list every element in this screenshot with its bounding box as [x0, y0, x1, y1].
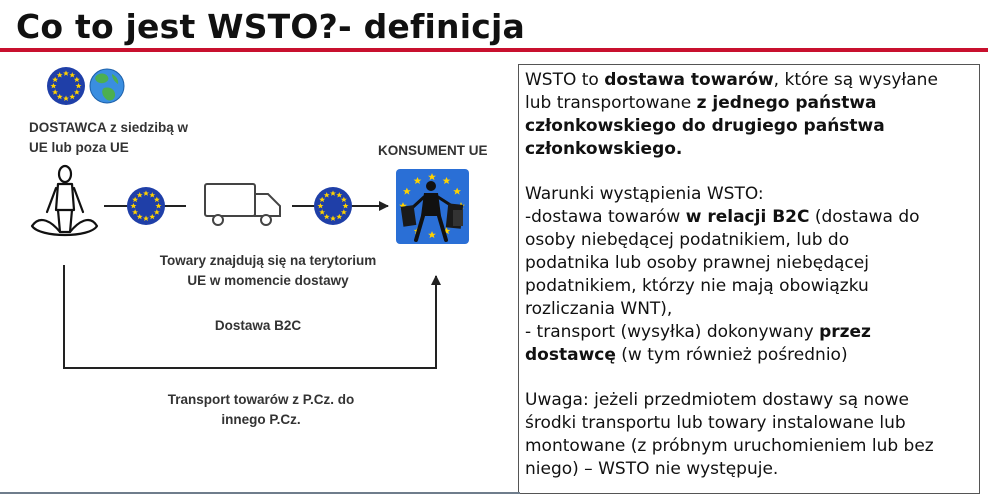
text-segment: lub transportowane	[525, 93, 697, 113]
definition-line	[525, 229, 973, 252]
eu-flag-icon	[47, 67, 85, 105]
bold-phrase: członkowskiego.	[525, 139, 683, 159]
text-segment: Warunki wystąpienia WSTO:	[525, 184, 764, 204]
definition-line	[525, 298, 973, 321]
bold-phrase: z jednego państwa	[696, 93, 877, 113]
shopper-icon	[396, 169, 469, 244]
definition-line	[525, 206, 973, 229]
definition-line	[525, 252, 973, 275]
transport-label: Transport towarów z P.Cz. do innego P.Cz.	[167, 392, 355, 427]
bold-phrase: dostawcę	[525, 345, 616, 365]
text-segment: -dostawa towarów	[525, 207, 686, 227]
definition-line	[525, 275, 973, 298]
definition-line	[525, 321, 973, 344]
definition-line	[525, 344, 973, 367]
eu-flag-icon	[127, 187, 165, 225]
definition-text-box	[518, 64, 980, 494]
bold-phrase: dostawa towarów	[604, 70, 774, 90]
delivery-type-label: Dostawa B2C	[214, 318, 302, 333]
paragraph-gap	[525, 161, 973, 183]
text-segment: montowane (z próbnym uruchomieniem lub bez	[525, 436, 934, 456]
supplier-label: DOSTAWCA z siedzibą w UE lub poza UE	[29, 120, 189, 155]
text-segment: niego) – WSTO nie występuje.	[525, 459, 779, 479]
definition-line	[525, 92, 973, 115]
bold-phrase: przez	[819, 322, 871, 342]
page-title: Co to jest WSTO?- definicja	[16, 7, 525, 46]
text-segment: (dostawa do	[809, 207, 920, 227]
definition-line	[525, 412, 973, 435]
definition-line	[525, 138, 973, 161]
text-segment: podatnikiem, którzy nie mają obowiązku	[525, 276, 869, 296]
definition-line	[525, 389, 973, 412]
definition-line	[525, 435, 973, 458]
definition-line	[525, 115, 973, 138]
text-segment: WSTO to	[525, 70, 605, 90]
text-segment: środki transportu lub towary instalowane lub	[525, 413, 906, 433]
globe-icon	[90, 69, 124, 103]
person-icon	[32, 166, 97, 235]
goods-location-label: Towary znajdują się na terytorium UE w momencie dostawy	[159, 253, 377, 288]
text-segment: , które są wysyłane	[773, 70, 938, 90]
text-segment: podatnika lub osoby prawnej niebędącej	[525, 253, 869, 273]
paragraph-gap	[525, 367, 973, 389]
definition-line	[525, 458, 973, 481]
consumer-label: KONSUMENT UE	[378, 143, 488, 158]
text-segment: osoby niebędącej podatnikiem, lub do	[525, 230, 850, 250]
bold-phrase: członkowskiego do drugiego państwa	[525, 116, 885, 136]
text-segment: rozliczania WNT),	[525, 299, 673, 319]
bold-phrase: w relacji B2C	[685, 207, 810, 227]
definition-line	[525, 69, 973, 92]
text-segment: (w tym również pośrednio)	[615, 345, 848, 365]
definition-line	[525, 183, 973, 206]
eu-flag-icon	[314, 187, 352, 225]
bottom-divider	[0, 492, 520, 494]
truck-icon	[205, 184, 280, 225]
text-segment: Uwaga: jeżeli przedmiotem dostawy są nowe	[525, 390, 909, 410]
text-segment: - transport (wysyłka) dokonywany	[525, 322, 820, 342]
